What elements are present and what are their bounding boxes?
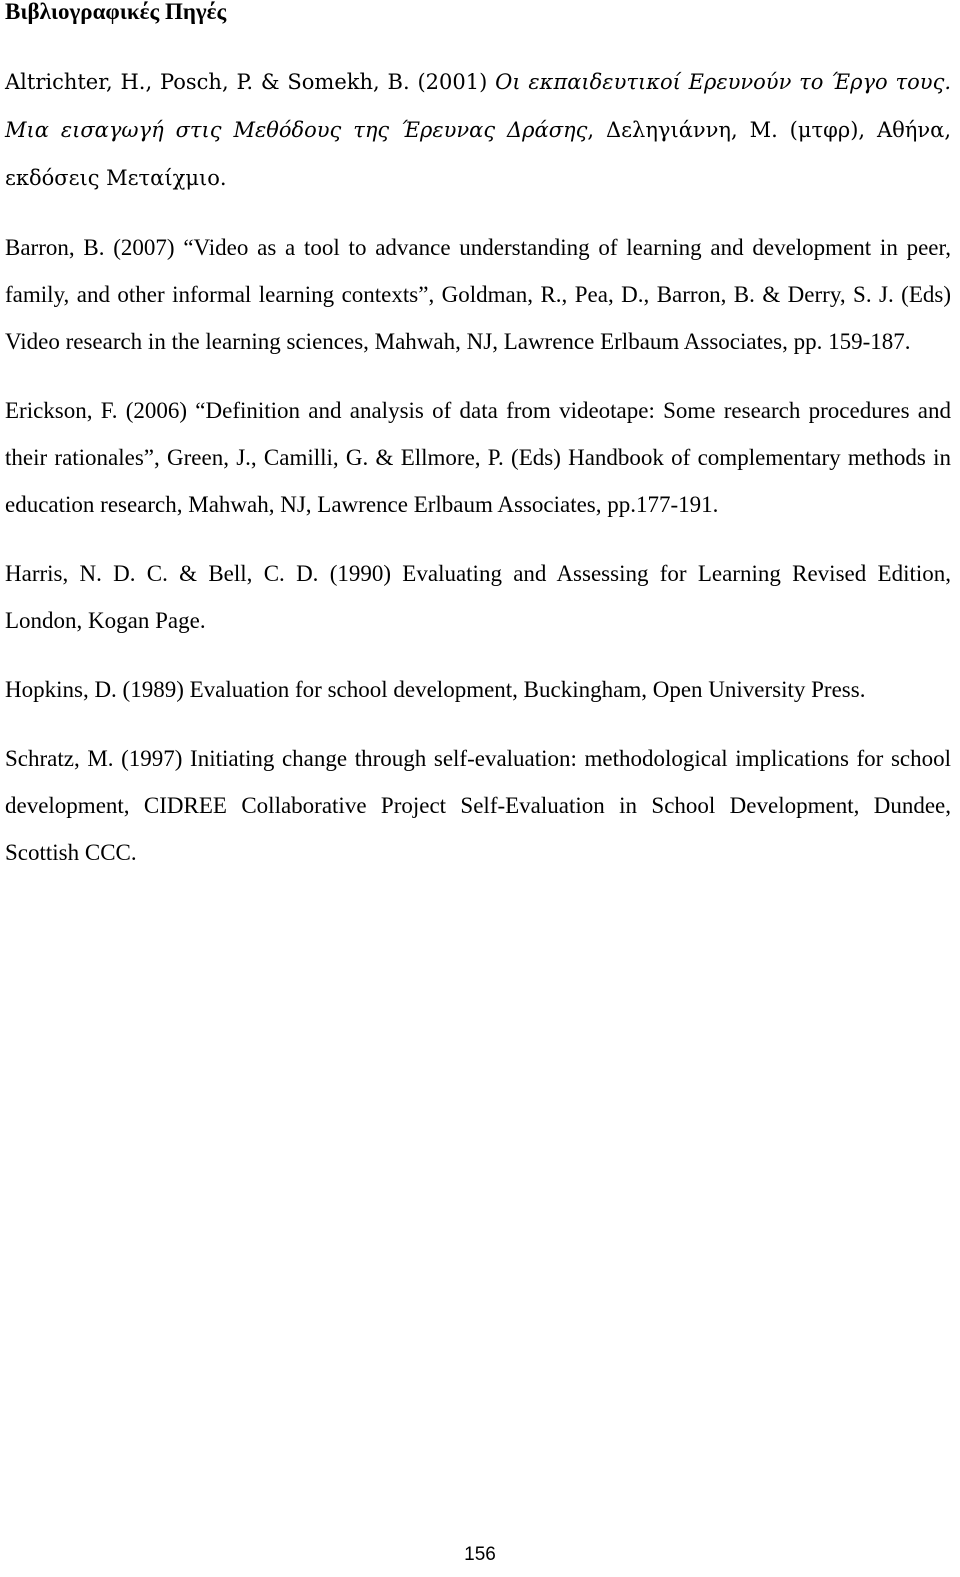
reference-entry — [5, 58, 951, 202]
reference-title: Οι εκπαιδευτικοί Ερευνούν το Έργο τους. Μια εισαγωγή στις Μεθόδους της Έρευνας Δράσης — [5, 70, 951, 142]
page-title: Βιβλιογραφικές Πηγές — [5, 0, 227, 24]
reference-entry: Hopkins, D. (1989) Evaluation for school development, Buckingham, Open University Press. — [5, 677, 866, 702]
page-number: 156 — [464, 1544, 496, 1565]
reference-entry: Harris, N. D. C. & Bell, C. D. (1990) Evaluating and Assessing for Learning Revised Edition, London, Kogan Page. — [5, 561, 951, 633]
reference-entry: Erickson, F. (2006) “Definition and analysis of data from videotape: Some research procedures and their rationales”, Green, J., Camilli, G. & Ellmore, P. (Eds) Handbook of complementary methods in education research, Mahwah, NJ, Lawrence Erlbaum Associates, pp.177-191. — [5, 398, 951, 517]
reference-entry: Barron, B. (2007) “Video as a tool to advance understanding of learning and development in peer, family, and other informal learning contexts”, Goldman, R., Pea, D., Barron, B. & Derry, S. J. (Eds) Video research in the learning sciences, Mahwah, NJ, Lawrence Erlbaum Associates, pp. 159-187. — [5, 235, 951, 354]
reference-publisher: , Δεληγιάννη, Μ. (μτφρ), Αθήνα, εκδόσεις Μεταίχμιο. — [5, 118, 951, 190]
reference-entry: Schratz, M. (1997) Initiating change through self-evaluation: methodological implications for school development, CIDREE Collaborative Project Self-Evaluation in School Development, Dundee, Scottish CCC. — [5, 746, 951, 865]
reference-authors: Altrichter, H., Posch, P. & Somekh, B. (2001) — [5, 70, 496, 94]
reference-list — [5, 58, 951, 898]
